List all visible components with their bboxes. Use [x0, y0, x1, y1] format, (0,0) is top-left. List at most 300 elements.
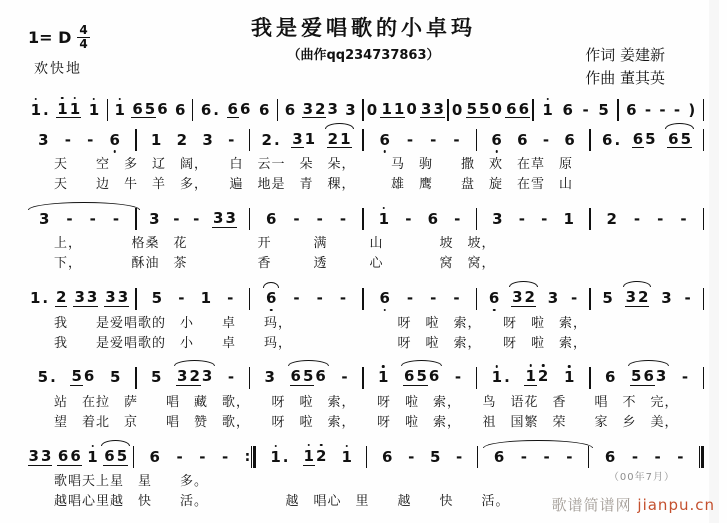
note-char: 5 [416, 367, 427, 386]
repeat-dots: : [244, 449, 251, 466]
barline [362, 99, 363, 121]
note-char: 1 [150, 130, 162, 149]
beam-group [290, 369, 315, 386]
note-char: 6 [668, 129, 679, 148]
note-char: 6 [506, 99, 517, 118]
note-token [454, 370, 462, 385]
note-char: 1 [69, 99, 81, 118]
note-token [149, 447, 161, 466]
barline [135, 367, 136, 389]
note-token [452, 130, 460, 149]
note-token [604, 447, 616, 466]
note-token [540, 209, 548, 228]
note-char: 6 [200, 100, 212, 119]
note-token [404, 209, 412, 228]
measure [279, 99, 361, 119]
note-token [258, 100, 270, 119]
time-signature [77, 24, 89, 51]
note-token [625, 290, 650, 307]
lyrics-block [24, 390, 705, 439]
note-char: 5 [116, 446, 128, 465]
music-system [24, 122, 705, 152]
measure [365, 99, 447, 119]
note-char: 1 [525, 367, 536, 386]
note-char: 1 [563, 368, 575, 387]
lyricist-credit: 作词 姜建新 [585, 46, 665, 64]
note-token [150, 130, 162, 149]
beam-group [327, 129, 352, 149]
tie-arc [263, 282, 279, 288]
key-label: 1= D [28, 28, 72, 48]
note-token [37, 130, 49, 149]
note-char: 6 [605, 368, 616, 387]
barline [366, 446, 367, 468]
beam-group [227, 99, 239, 119]
note-char: 3 [74, 288, 85, 307]
measure [590, 447, 698, 466]
note-char: 2 [327, 129, 339, 148]
note-char: 6 [428, 367, 440, 386]
lyrics-block [24, 152, 705, 201]
note-token [30, 100, 50, 119]
beam-group [630, 369, 655, 386]
barline [703, 288, 704, 310]
note-char: - [316, 289, 323, 308]
note-char: 2 [176, 130, 187, 149]
note-token [291, 129, 316, 149]
beam-group [667, 129, 692, 149]
note-char: 6 [109, 130, 120, 149]
note-char: . [42, 289, 49, 308]
note-token [103, 446, 128, 466]
note-char: 6 [427, 209, 439, 228]
note-char: - [673, 100, 681, 119]
time-signature-numerator: 4 [79, 23, 88, 37]
note-token [57, 446, 82, 466]
tie-arc [628, 360, 669, 366]
note-char: 5 [144, 99, 156, 118]
tie-arc [509, 281, 538, 287]
note-char: 1 [304, 129, 316, 148]
barline [362, 288, 363, 310]
note-char: . [504, 368, 510, 387]
note-token [493, 447, 505, 466]
note-char: 1 [542, 100, 553, 119]
note-char: 1 [340, 129, 351, 148]
note-char: ) [688, 100, 696, 119]
note-char: 6 [517, 130, 528, 149]
note-char: - [680, 209, 687, 228]
note-char: 6 [493, 447, 505, 466]
note-token [56, 99, 81, 119]
note-char: 1 [29, 289, 41, 308]
measure [592, 369, 702, 386]
note-char: 6 [70, 446, 81, 465]
note-char: - [341, 368, 348, 387]
note-token [505, 99, 530, 119]
note-char: 6 [562, 100, 573, 119]
note-token [604, 370, 616, 385]
barline [476, 129, 477, 151]
note-token [520, 447, 528, 466]
measure [478, 290, 588, 307]
note-token [198, 447, 206, 466]
note-char: - [227, 368, 235, 387]
note-char: 6 [643, 367, 654, 386]
lyrics-line: 我 是爱唱歌的 小 卓 玛， 呀 啦 索， 呀 啦 索， [54, 315, 588, 331]
note-char: 6 [315, 367, 326, 386]
note-char: . [273, 130, 280, 149]
note-token [339, 209, 347, 228]
note-char: 6 [284, 100, 296, 119]
note-token [605, 209, 617, 228]
tie-arc [325, 123, 354, 129]
note-char: 6 [149, 447, 160, 466]
lyrics-line: 下， 酥油 茶 香 透 心 窝 窝， [54, 256, 496, 272]
note-char: 1 [88, 100, 100, 119]
note-char: 5 [37, 368, 49, 387]
note-char: 1 [114, 100, 125, 119]
note-char: . [50, 368, 56, 387]
note-char: 6 [104, 446, 115, 465]
beam-group [56, 99, 81, 119]
note-token [302, 99, 339, 119]
note-char: - [339, 209, 347, 228]
note-char: . [43, 100, 49, 119]
note-token [344, 100, 356, 119]
measure [24, 209, 134, 228]
note-char: 2 [261, 130, 272, 149]
lyrics-line: 我 是爱唱歌的 小 卓 玛， 呀 啦 索， 呀 啦 索， [54, 335, 588, 351]
note-char: 5 [109, 368, 121, 387]
note-char: - [644, 100, 652, 119]
lyrics-line: 望 着北 京 唱 赞 歌， 呀 啦 索， 呀 啦 索， 祖 国繁 荣 家 乡 美， [54, 414, 679, 430]
note-token [453, 209, 461, 228]
note-char: 3 [86, 288, 98, 307]
measure [138, 291, 248, 306]
note-char: 3 [40, 446, 52, 465]
note-char: - [633, 209, 641, 228]
measure [251, 209, 361, 228]
note-char: 6 [379, 289, 390, 308]
measure [479, 447, 587, 466]
barline [133, 446, 134, 468]
barline [476, 208, 477, 230]
note-char: 0 [491, 99, 502, 118]
note-char: - [316, 209, 323, 228]
note-char: 3 [213, 208, 224, 227]
note-char: 1 [87, 447, 98, 466]
barline [135, 129, 136, 151]
note-char: 2 [606, 209, 617, 228]
measure [24, 369, 134, 386]
lyrics-block [24, 311, 705, 360]
note-token [226, 291, 234, 306]
lyrics-line: 站 在拉 萨 唱 藏 歌， 呀 啦 索， 呀 啦 索， 鸟 语花 香 唱 不 完， [54, 394, 679, 410]
measure [24, 99, 106, 119]
note-token [70, 369, 95, 386]
tie-arc [483, 440, 593, 448]
note-token [86, 130, 94, 149]
note-char: 0 [366, 100, 378, 119]
note-token [316, 209, 324, 228]
note-token [676, 447, 684, 466]
note-char: - [454, 209, 461, 228]
measure [138, 369, 248, 386]
barline [477, 446, 478, 468]
beam-group [131, 99, 156, 119]
barline [532, 99, 533, 121]
note-char: 3 [421, 99, 432, 118]
beam-group [57, 446, 82, 466]
watermark-site-name: 歌谱简谱网 [551, 496, 632, 514]
note-char: 6 [381, 447, 393, 466]
barline [703, 367, 704, 389]
measure [24, 290, 134, 307]
note-token [466, 99, 503, 119]
note-char: 2 [537, 367, 549, 386]
note-token [284, 100, 296, 119]
note-token [660, 291, 672, 306]
note-char: 6 [379, 130, 390, 149]
note-char: - [684, 289, 691, 308]
barline [589, 129, 590, 151]
note-token [227, 99, 252, 119]
beam-group [103, 446, 128, 466]
measure [257, 446, 365, 466]
note-token [112, 209, 120, 228]
note-char: 3 [117, 288, 129, 307]
note-token [625, 100, 637, 119]
note-char: - [64, 130, 71, 149]
score-header [0, 0, 727, 92]
barline [135, 208, 136, 230]
note-token [632, 129, 657, 149]
note-char: 6 [404, 367, 415, 386]
note-char: 6 [604, 447, 616, 466]
note-token [177, 291, 185, 306]
beam-group [70, 369, 82, 386]
note-char: - [87, 130, 94, 149]
note-token [340, 447, 352, 466]
measure [138, 208, 248, 228]
note-char: 1 [57, 99, 68, 118]
note-char: 5 [429, 447, 441, 466]
note-char: - [227, 289, 234, 308]
note-char: 2 [315, 99, 326, 118]
note-char: - [178, 289, 185, 308]
note-char: 5 [302, 367, 314, 386]
measure [365, 130, 475, 149]
note-char: 5 [602, 289, 613, 308]
note-token [221, 447, 229, 466]
note-token [104, 290, 129, 307]
note-char: 3 [547, 289, 559, 308]
beam-group [625, 290, 650, 307]
note-token [429, 291, 437, 306]
note-token [524, 369, 549, 386]
note-char: 3 [201, 367, 213, 386]
music-system [24, 92, 705, 122]
measure [138, 130, 248, 149]
tie-arc [288, 360, 329, 366]
note-token [227, 130, 235, 149]
note-char: - [453, 289, 460, 308]
note-char: . [614, 130, 621, 149]
note-token [633, 209, 641, 228]
note-token [55, 290, 67, 307]
note-token [488, 291, 500, 306]
note-token [601, 291, 613, 306]
note-char: - [456, 447, 463, 466]
note-char: 2 [56, 288, 67, 307]
note-char: - [542, 130, 550, 149]
note-token [261, 130, 281, 149]
note-token [561, 100, 573, 119]
note-token [563, 130, 575, 149]
note-token [73, 290, 98, 307]
barline [703, 129, 704, 151]
subtitle: （曲作qq234737863） [287, 48, 440, 63]
note-char: 3 [38, 130, 49, 149]
note-char: 1 [200, 289, 212, 308]
barline [135, 288, 136, 310]
note-token [420, 99, 445, 119]
note-token [644, 100, 652, 119]
note-char: 3 [492, 209, 503, 228]
note-token [455, 447, 463, 466]
note-token [406, 130, 414, 149]
note-char: - [293, 209, 300, 228]
note-token [673, 100, 681, 119]
beam-group [28, 446, 53, 466]
note-char: - [430, 130, 437, 149]
note-token [687, 100, 696, 119]
note-token [490, 130, 502, 149]
note-token [88, 100, 100, 119]
note-char: 3 [345, 100, 356, 119]
measure [478, 130, 588, 149]
note-token [667, 129, 692, 149]
note-char: 1 [30, 100, 41, 119]
note-char: 6 [632, 129, 644, 148]
note-token [541, 100, 553, 119]
note-char: . [282, 447, 289, 466]
note-char: - [654, 447, 661, 466]
note-char: 6 [602, 130, 613, 149]
note-char: 5 [466, 99, 478, 118]
note-char: - [176, 447, 183, 466]
tie-arc [401, 360, 442, 366]
note-char: 6 [258, 100, 270, 119]
note-char: 1 [393, 99, 405, 118]
note-char: 6 [488, 289, 500, 308]
note-token [406, 291, 414, 306]
lyrics-block [24, 231, 705, 280]
note-char: 6 [626, 100, 637, 119]
note-char: 6 [265, 209, 277, 228]
note-char: 3 [202, 130, 213, 149]
note-char: 6 [518, 99, 530, 118]
tie-arc [174, 360, 215, 366]
beam-group [176, 369, 201, 386]
measure [251, 129, 361, 149]
beam-group [505, 99, 530, 119]
note-token [303, 446, 328, 466]
note-token [290, 369, 327, 386]
tie-arc [28, 202, 140, 210]
note-token [429, 447, 441, 466]
note-char: 3 [105, 288, 116, 307]
score-body [0, 92, 727, 518]
note-token [150, 370, 162, 385]
note-token [65, 209, 73, 228]
note-char: 1 [563, 209, 574, 228]
note-token [131, 99, 168, 119]
note-token [378, 209, 390, 228]
credits [585, 44, 665, 89]
measure [478, 369, 588, 386]
note-char: - [199, 447, 206, 466]
tempo-marking: 欢快地 [34, 61, 82, 77]
note-char: 6 [265, 289, 277, 308]
note-char: 3 [327, 99, 338, 118]
note-token [380, 99, 417, 119]
beam-group [632, 129, 644, 149]
lyrics-line: 天 空 多 辽 阔， 白 云一 朵 朵， 马 驹 撒 欢 在草 原 [54, 157, 574, 172]
lyrics-line: 越唱心里越 快 活。 越 唱心 里 越 快 活。 [54, 494, 510, 510]
note-token [38, 209, 50, 228]
measure [365, 209, 475, 228]
measure [368, 447, 476, 466]
note-char: 3 [225, 208, 236, 227]
measure [109, 99, 191, 119]
note-char: - [173, 209, 180, 228]
tie-arc [665, 123, 694, 129]
note-char: 3 [655, 367, 667, 386]
note-token [109, 370, 121, 385]
beam-group [466, 99, 491, 119]
note-token [684, 291, 692, 306]
note-token [601, 130, 621, 149]
music-system [24, 201, 705, 231]
note-token [597, 100, 609, 119]
barline [703, 99, 704, 121]
measure [478, 209, 588, 228]
note-token [176, 130, 188, 149]
note-token [378, 291, 390, 306]
note-char: - [566, 447, 573, 466]
note-char: - [582, 100, 589, 119]
note-char: - [657, 209, 664, 228]
note-char: 3 [302, 99, 313, 118]
lyrics-line: 上， 格桑 花 开 满 山 坡 坡， [54, 236, 496, 252]
barline [362, 208, 363, 230]
note-char: 2 [189, 367, 200, 386]
beam-group [73, 290, 98, 307]
measure [620, 100, 702, 119]
watermark [552, 494, 715, 515]
note-token [86, 447, 98, 466]
note-token [265, 209, 277, 228]
note-char: 1 [381, 99, 392, 118]
barline [589, 367, 590, 389]
note-token [563, 370, 575, 385]
music-system [24, 360, 705, 390]
note-char: 0 [451, 100, 463, 119]
note-token [452, 291, 460, 306]
note-token [518, 209, 526, 228]
